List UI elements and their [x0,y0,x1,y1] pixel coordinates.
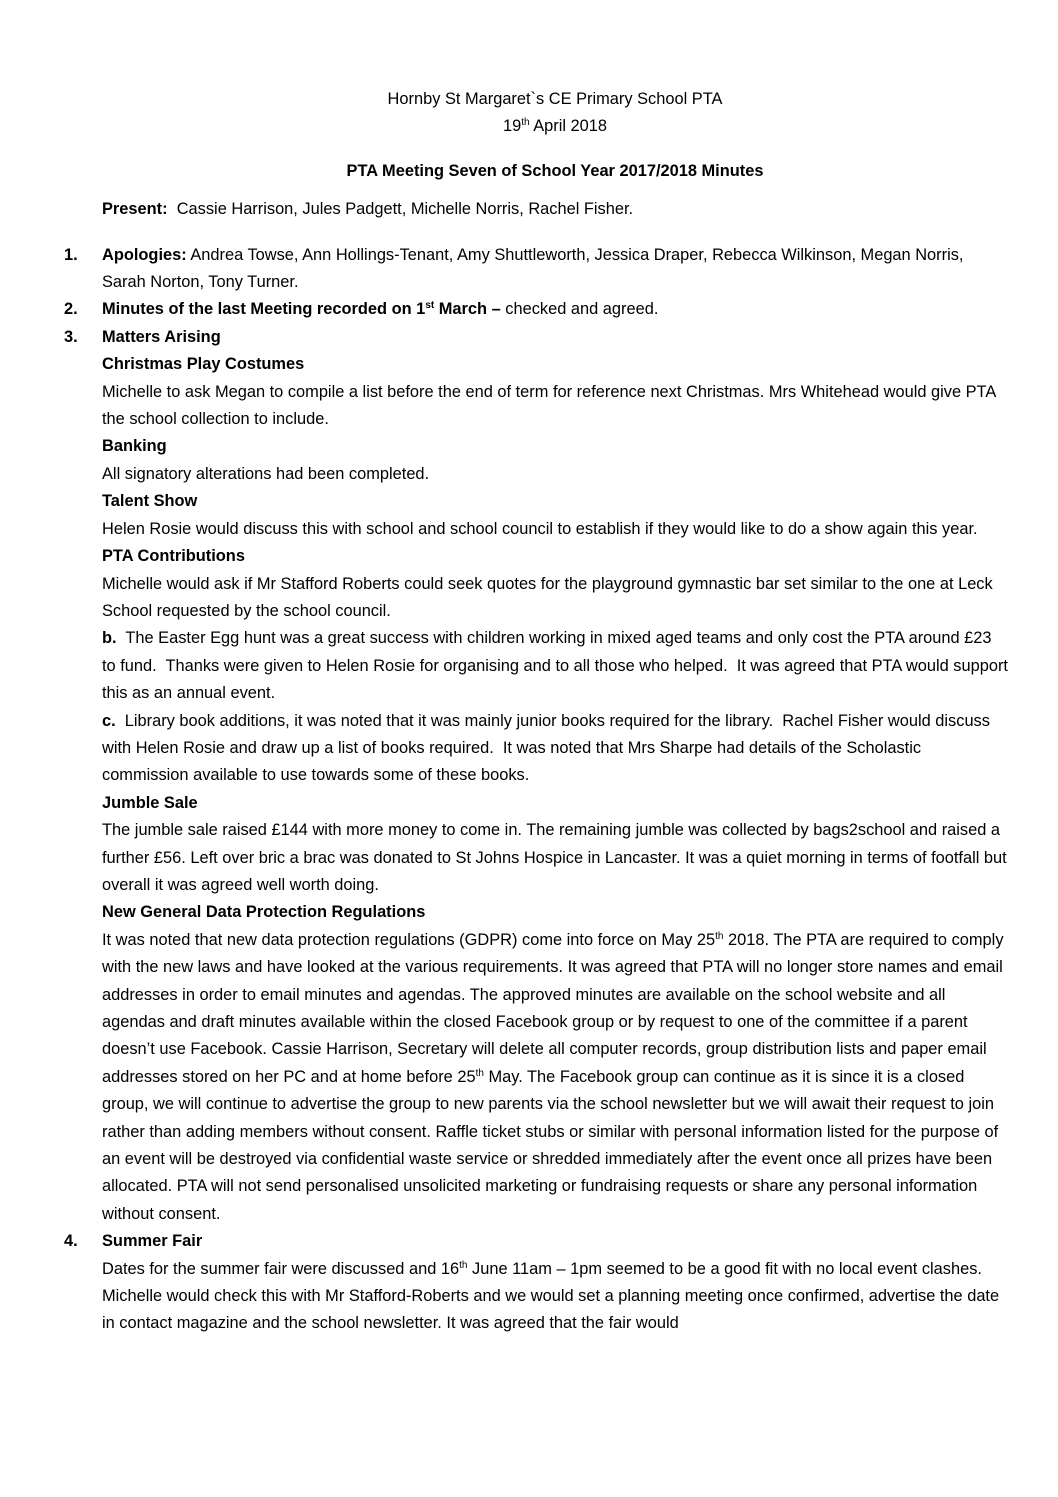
list-item-apologies: 1. Apologies: Andrea Towse, Ann Hollings-Tenant, Amy Shuttleworth, Jessica Draper, Rebecca Wilkinson, Megan Norris, Sarah Norton, Tony Turner. [102,242,1008,297]
subheading-gdpr: New General Data Protection Regulations [102,903,426,922]
talent-show-paragraph: Helen Rosie would discuss this with school and school council to establish if they would like to do a show again this year. [102,519,978,538]
present-line: Present: Cassie Harrison, Jules Padgett, Michelle Norris, Rachel Fisher. [102,200,634,219]
contributions-paragraph-a: Michelle would ask if Mr Stafford Roberts could seek quotes for the playground gymnastic bar set similar to the one at Leck School requested by the school council. [102,574,993,620]
subheading-costumes: Christmas Play Costumes [102,355,305,374]
minutes-list [64,242,1013,1338]
apologies-paragraph: Apologies: Andrea Towse, Ann Hollings-Tenant, Amy Shuttleworth, Jessica Draper, Rebecca Wilkinson, Megan Norris, Sarah Norton, Tony Turner. [102,245,964,292]
gdpr-paragraph: It was noted that new data protection regulations (GDPR) come into force on May 25th 2018. The PTA are required to comply with the new laws and have looked at the various requirements. It was agreed that PTA will no longer store names and email addresses in order to email minutes and agendas. The approved minutes are available on the school website and all agendas and draft minutes available within the closed Facebook group or by request to one of the committee if a parent doesn’t use Facebook. Cassie Harrison, Secretary will delete all computer records, group distribution lists and paper email addresses stored on her PC and at home before 25th May. The Facebook group can continue as it is since it is a closed group, we will continue to advertise the group to new parents via the school newsletter but we will await their request to join rather than adding members without consent. Raffle ticket stubs or similar with personal information listed for the purpose of an event will be destroyed via confidential waste service or shredded immediately after the event once all prizes have been allocated. PTA will not send personalised unsolicited marketing or fundraising requests or share any personal information without consent. [102,930,1004,1223]
banking-paragraph: All signatory alterations had been completed. [102,464,430,483]
section-heading-summer-fair: Summer Fair [102,1232,203,1251]
list-item-matters-arising: 3. Matters Arising Christmas Play Costumes Michelle to ask Megan to compile a list before the end of term for reference next Christmas. Mrs Whitehead would give PTA the school collection to include. Banking All signatory alterations had been completed. Talent Show Helen Rosie would discuss this with school and school council to establish if they would like to do a show again this year. PTA Contributions Michelle would ask if Mr Stafford Roberts could seek quotes for the playground gymnastic bar set similar to the one at Leck School requested by the school council. b. The Easter Egg hunt was a great success with children working in mixed aged teams and only cost the PTA around £23 to fund. Thanks were given to Helen Rosie for organising and to all those who helped. It was agreed that PTA would support this as an annual event. c. Library book additions, it was noted that it was mainly junior books required for the library. Rachel Fisher would discuss with Helen Rosie and draw up a list of books required. It was noted that Mrs Sharpe had details of the Scholastic commission available to use towards some of these books. Jumble Sale The jumble sale raised £144 with more money to come in. The remaining jumble was collected by bags2school and raised a further £56. Left over bric a brac was donated to St Johns Hospice in Lancaster. It was a quiet morning in terms of footfall but overall it was agreed well worth doing. New General Data Protection Regulations It was noted that new data protection regulations (GDPR) come into force on May 25th 2018. The PTA are required to comply with the new laws and have looked at the various requirements. It was agreed that PTA will no longer store names and email addresses in order to email minutes and agendas. The approved minutes are available on the school website and all agendas and draft minutes available within the closed Facebook group or by request to one of the committee if a parent doesn’t use Facebook. Cassie Harrison, Secretary will delete all computer records, group distribution lists and paper email addresses stored on her PC and at home before 25th May. The Facebook group can continue as it is since it is a closed group, we will continue to advertise the group to new parents via the school newsletter but we will await their request to join rather than adding members without consent. Raffle ticket stubs or similar with personal information listed for the purpose of an event will be destroyed via confidential waste service or shredded immediately after the event once all prizes have been allocated. PTA will not send personalised unsolicited marketing or fundraising requests or share any personal information without consent. [102,324,1008,1228]
subheading-banking: Banking [102,437,167,456]
subheading-jumble-sale: Jumble Sale [102,793,198,812]
contributions-paragraph-b: b. The Easter Egg hunt was a great success with children working in mixed aged teams and only cost the PTA around £23 to fund. Thanks were given to Helen Rosie for organising and to all those who helped. It was agreed that PTA would support this as an annual event. [102,629,1013,703]
summer-fair-paragraph: Dates for the summer fair were discussed and 16th June 11am – 1pm seemed to be a good fit with no local event clashes. Michelle would check this with Mr Stafford-Roberts and we would set a planning meeting once confirmed, advertise the date in contact magazine and the school newsletter. It was agreed that the fair would [102,1259,1000,1333]
meeting-date: 19th April 2018 [502,117,608,136]
costumes-paragraph: Michelle to ask Megan to compile a list before the end of term for reference next Christmas. Mrs Whitehead would give PTA the school collection to include. [102,382,996,429]
page-title: PTA Meeting Seven of School Year 2017/2018 Minutes [346,161,764,180]
subheading-talent-show: Talent Show [102,492,198,511]
previous-minutes-paragraph: Minutes of the last Meeting recorded on 1st March – checked and agreed. [102,300,659,319]
subheading-contributions: PTA Contributions [102,547,245,566]
school-name: Hornby St Margaret`s CE Primary School PTA [387,90,723,108]
list-item-summer-fair: 4. Summer Fair Dates for the summer fair were discussed and 16th June 11am – 1pm seemed to be a good fit with no local event clashes. Michelle would check this with Mr Stafford-Roberts and we would set a planning meeting once confirmed, advertise the date in contact magazine and the school newsletter. It was agreed that the fair would [102,1228,1008,1338]
jumble-sale-paragraph: The jumble sale raised £144 with more money to come in. The remaining jumble was collected by bags2school and raised a further £56. Left over bric a brac was donated to St Johns Hospice in Lancaster. It was a quiet morning in terms of footfall but overall it was agreed well worth doing. [102,821,1007,894]
list-item-previous-minutes: 2. Minutes of the last Meeting recorded on 1st March – checked and agreed. [102,296,1008,323]
contributions-paragraph-c: c. Library book additions, it was noted that it was mainly junior books required for the library. Rachel Fisher would discuss with Helen Rosie and draw up a list of books required. It was noted that Mrs Sharpe had details of the Scholastic commission available to use towards some of these books. [102,711,995,785]
section-heading: Matters Arising [102,327,221,346]
